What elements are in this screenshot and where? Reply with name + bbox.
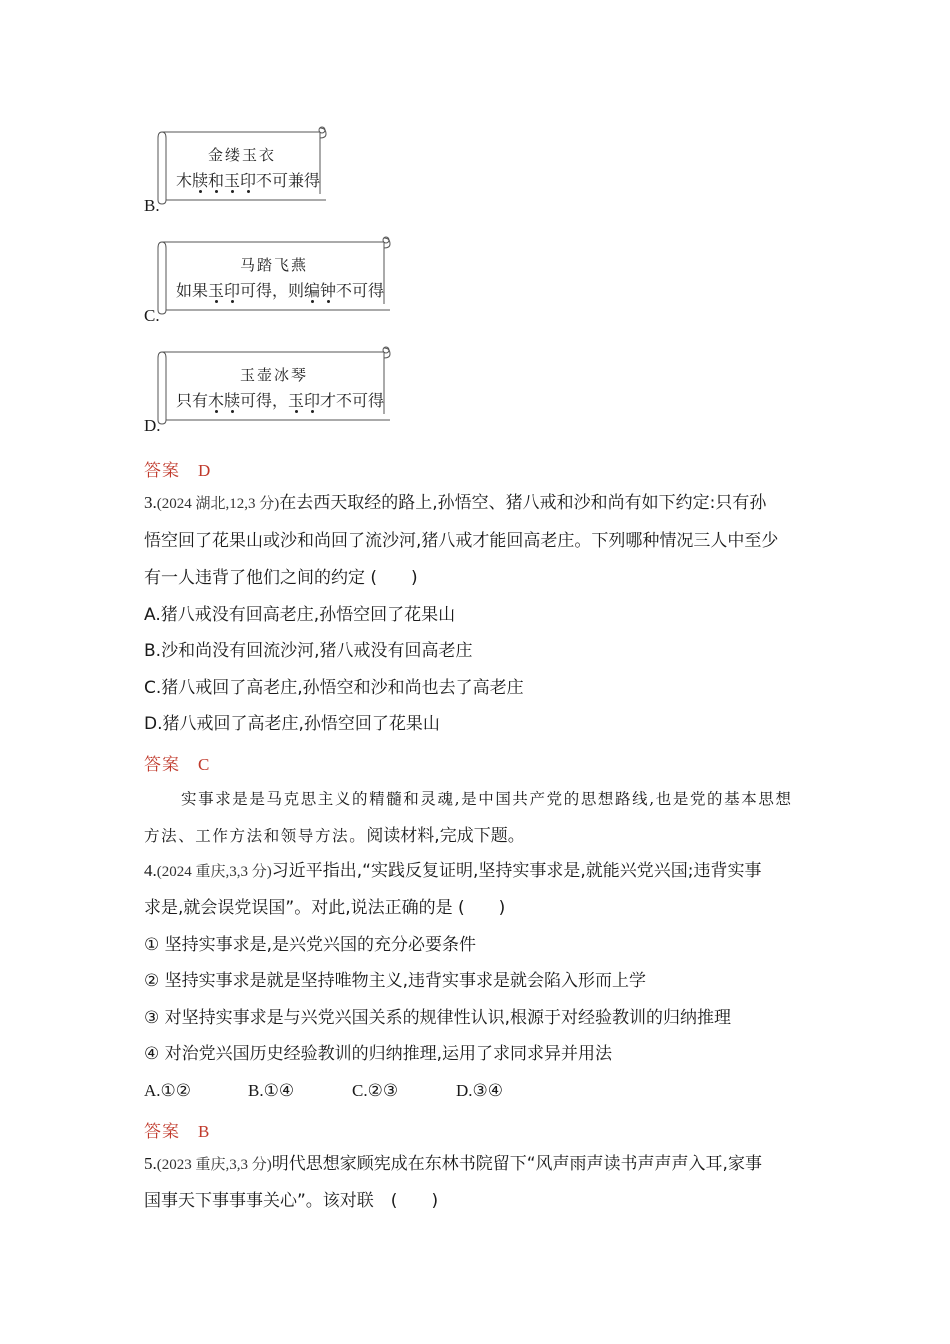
answer-key: 答案 (144, 755, 180, 775)
answer-value: D (198, 461, 211, 480)
q3-line-3: 有一人违背了他们之间的约定 ( ) (144, 568, 418, 588)
emphasis-dot (327, 300, 330, 303)
q3-line-1 (144, 493, 766, 514)
answer-q2 (144, 456, 210, 481)
q5-line-1 (144, 1154, 762, 1175)
q4-line-2: 求是,就会误党误国”。对此,说法正确的是 ( ) (144, 898, 506, 918)
emphasis-dot (215, 190, 218, 193)
scroll-card-b (156, 124, 328, 206)
q4-choice-c: C.②③ (352, 1081, 399, 1100)
scroll-title-d: 玉壶冰琴 (239, 366, 308, 384)
emphasis-dot (231, 190, 234, 193)
emphasis-dot (231, 300, 234, 303)
option-label-d: D. (144, 416, 161, 435)
intro-text-2a: 方法、工作方法和领导方法。 (144, 827, 367, 845)
option-label-b: B. (144, 196, 160, 215)
scroll-frame-b (156, 124, 328, 206)
q4-text-1: 习近平指出,“实践反复证明,坚持实事求是,就能兴党兴国;违背实事 (271, 861, 762, 881)
q4-statement-1: ① 坚持实事求是,是兴党兴国的充分必要条件 (144, 935, 477, 955)
q4-statement-4: ④ 对治党兴国历史经验教训的归纳推理,运用了求同求异并用法 (144, 1044, 613, 1064)
answer-value: C (198, 755, 210, 774)
q3-option-b: B.沙和尚没有回流沙河,猪八戒没有回高老庄 (144, 641, 473, 661)
intro-line-1: 实事求是是马克思主义的精髓和灵魂,是中国共产党的思想路线,也是党的基本思想 (181, 790, 793, 808)
emphasis-dot (215, 410, 218, 413)
answer-key: 答案 (144, 461, 180, 481)
q3-option-d: D.猪八戒回了高老庄,孙悟空回了花果山 (144, 714, 440, 734)
scroll-card-d (156, 344, 392, 426)
q4-choice-d: D.③④ (456, 1081, 504, 1100)
intro-text-2b: 阅读材料,完成下题。 (366, 826, 525, 846)
q4-choice-a: A.①② (144, 1081, 192, 1100)
emphasis-dot (199, 190, 202, 193)
q3-option-a: A.猪八戒没有回高老庄,孙悟空回了花果山 (144, 605, 456, 625)
scroll-title-b: 金缕玉衣 (207, 146, 276, 164)
answer-value: B (198, 1122, 210, 1141)
q4-source: (2024 重庆,3,3 分) (156, 864, 272, 880)
scroll-text-c: 如果玉印可得，则编钟不可得 (176, 281, 385, 300)
answer-q3 (144, 750, 209, 775)
q5-text-1: 明代思想家顾宪成在东林书院留下“风声雨声读书声声声入耳,家事 (271, 1154, 762, 1174)
q4-statement-3: ③ 对坚持实事求是与兴党兴国关系的规律性认识,根源于对经验教训的归纳推理 (144, 1008, 732, 1028)
emphasis-dot (295, 410, 298, 413)
scroll-frame-c (156, 234, 392, 316)
q5-source: (2023 重庆,3,3 分) (156, 1157, 272, 1173)
q4-number: 4. (144, 861, 157, 880)
scroll-frame-d (156, 344, 392, 426)
option-label-c: C. (144, 306, 160, 325)
scroll-card-c (156, 234, 392, 316)
q4-statement-2: ② 坚持实事求是就是坚持唯物主义,违背实事求是就会陷入形而上学 (144, 971, 647, 991)
q3-text-1: 在去西天取经的路上,孙悟空、猪八戒和沙和尚有如下约定:只有孙 (279, 493, 767, 513)
q3-line-2: 悟空回了花果山或沙和尚回了流沙河,猪八戒才能回高老庄。下列哪种情况三人中至少 (144, 531, 779, 551)
scroll-title-c: 马踏飞燕 (239, 256, 308, 274)
q3-source: (2024 湖北,12,3 分) (156, 496, 280, 512)
q3-number: 3. (144, 493, 157, 512)
q3-option-c: C.猪八戒回了高老庄,孙悟空和沙和尚也去了高老庄 (144, 678, 524, 698)
intro-line-2 (144, 824, 525, 846)
scroll-text-b: 木牍和玉印不可兼得 (176, 171, 321, 190)
emphasis-dot (215, 300, 218, 303)
answer-q4 (144, 1117, 209, 1142)
q5-line-2: 国事天下事事事关心”。该对联 ( ) (144, 1191, 439, 1211)
q4-line-1 (144, 861, 762, 882)
emphasis-dot (311, 410, 314, 413)
q5-number: 5. (144, 1154, 157, 1173)
emphasis-dot (231, 410, 234, 413)
q4-choice-b: B.①④ (248, 1081, 295, 1100)
answer-key: 答案 (144, 1122, 180, 1142)
emphasis-dot (311, 300, 314, 303)
scroll-text-d: 只有木牍可得，玉印才不可得 (176, 391, 385, 410)
emphasis-dot (247, 190, 250, 193)
